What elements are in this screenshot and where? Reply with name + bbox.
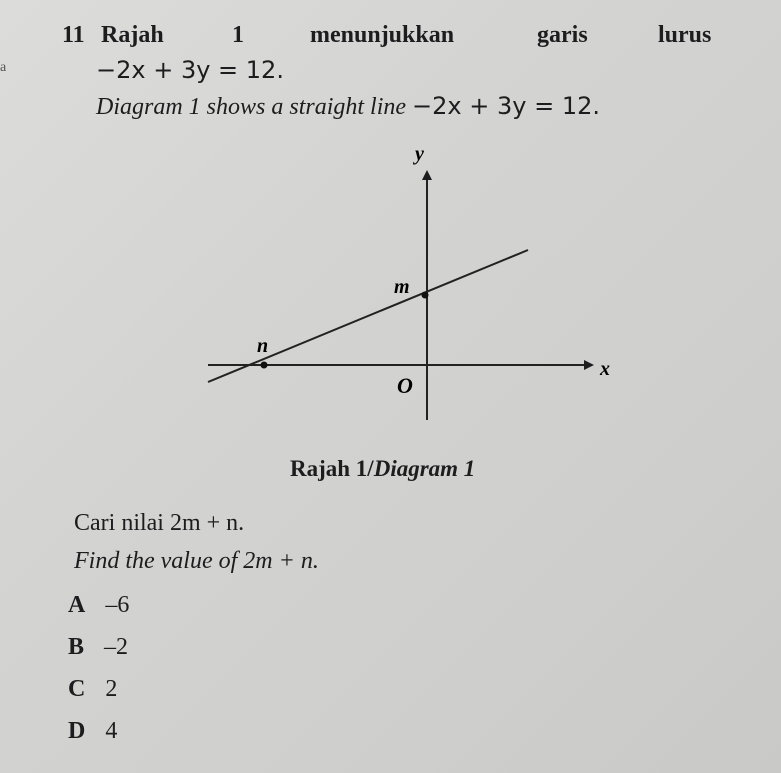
point-m bbox=[422, 292, 429, 299]
margin-mark: a bbox=[0, 60, 7, 75]
option-value: 2 bbox=[105, 676, 118, 702]
prompt-english: Find the value of 2m + n. bbox=[74, 548, 319, 574]
malay-word-1: 1 bbox=[232, 22, 244, 48]
option-a[interactable] bbox=[68, 592, 129, 619]
option-c[interactable] bbox=[68, 676, 117, 703]
question-number: 11 bbox=[62, 22, 85, 48]
caption-english: Diagram 1 bbox=[373, 456, 476, 481]
malay-word-garis: garis bbox=[537, 22, 588, 48]
option-letter: B bbox=[68, 634, 85, 660]
option-value: –6 bbox=[105, 592, 130, 618]
m-label: m bbox=[394, 276, 410, 298]
option-b[interactable] bbox=[68, 634, 128, 661]
option-letter: C bbox=[68, 676, 86, 702]
y-axis-label: y bbox=[415, 143, 424, 165]
option-letter: D bbox=[68, 718, 86, 744]
n-label: n bbox=[257, 335, 269, 357]
diagram-caption bbox=[290, 456, 475, 482]
point-n bbox=[261, 362, 268, 369]
option-d[interactable] bbox=[68, 718, 117, 745]
caption-malay: Rajah 1/ bbox=[290, 456, 374, 481]
option-letter: A bbox=[68, 592, 86, 618]
option-value: 4 bbox=[105, 718, 118, 744]
straight-line bbox=[208, 250, 528, 382]
malay-equation: −2x + 3y = 12. bbox=[96, 56, 284, 84]
malay-word-rajah: Rajah bbox=[101, 22, 164, 48]
origin-label: O bbox=[397, 373, 413, 398]
option-value: –2 bbox=[104, 634, 129, 660]
english-equation: −2x + 3y = 12. bbox=[412, 92, 600, 120]
malay-word-lurus: lurus bbox=[658, 22, 712, 48]
malay-word-menunjukkan: menunjukkan bbox=[310, 22, 455, 48]
prompt-malay: Cari nilai 2m + n. bbox=[74, 510, 245, 536]
english-statement-text: Diagram 1 shows a straight line bbox=[96, 94, 413, 120]
x-axis-label: x bbox=[600, 358, 610, 380]
